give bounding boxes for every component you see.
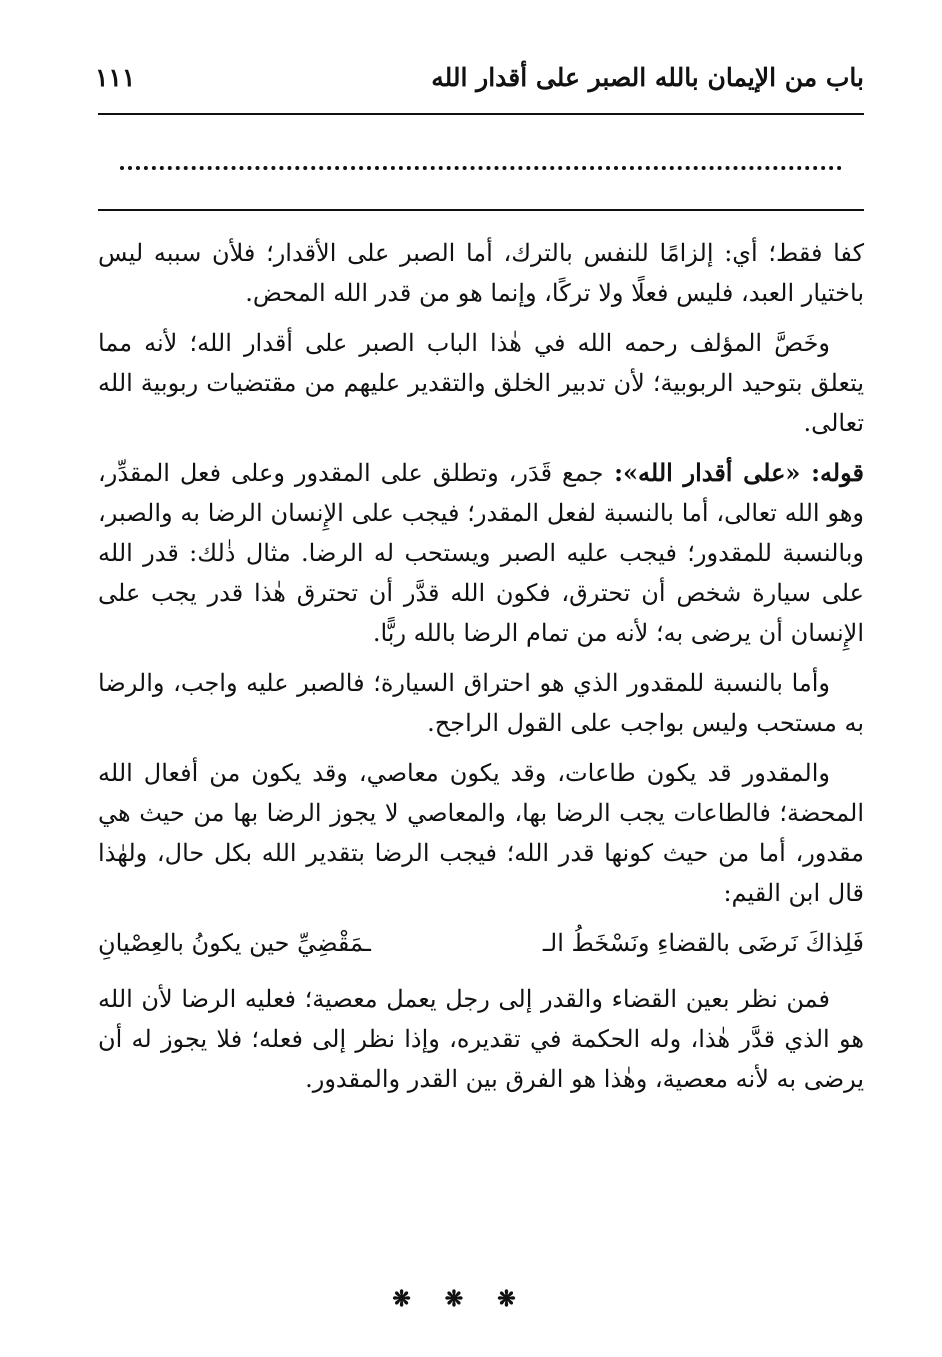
paragraph-6: فمن نظر بعين القضاء والقدر إلى رجل يعمل معصية؛ فعليه الرضا لأن الله هو الذي قدَّر هٰذا، وله الحكمة في تقديره، وإذا نظر إلى فعله؛ فلا يجوز له أن يرضى به لأنه معصية، وهٰذا هو الفرق بين القدر والمقدور. — [98, 985, 864, 1093]
page-header — [95, 58, 864, 98]
body-text — [98, 233, 864, 1109]
paragraph-3-text: جمع قَدَر، وتطلق على المقدور وعلى فعل المقدِّر، وهو الله تعالى، أما بالنسبة لفعل المقدر؛ فيجب على الإِنسان الرضا به والصبر، وبالنسبة للمقدور؛ فيجب عليه الصبر ويستحب له الرضا. مثال ذٰلك: قدر الله على سيارة شخص أن تحترق، فكون الله قدَّر أن تحترق هٰذا قدر يجب على الإِنسان أن يرضى به؛ لأنه من تمام الرضا بالله ربًّا. — [98, 459, 864, 647]
lead-phrase: قوله: «على أقدار الله»: — [603, 458, 864, 487]
verse-first-hemistich: فَلِذاكَ نَرضَى بالقضاءِ ونَسْخَطُ الـ — [542, 929, 864, 957]
header-rule-bottom — [98, 209, 864, 211]
dotted-separator — [120, 166, 842, 170]
paragraph-2: وخَصَّ المؤلف رحمه الله في هٰذا الباب الصبر على أقدار الله؛ لأنه مما يتعلق بتوحيد الربوبية؛ لأن تدبير الخلق والتقدير عليهم من مقتضيات ربوبية الله تعالى. — [98, 329, 864, 437]
verse-second-hemistich: ـمَقْضِيِّ حين يكونُ بالعِصْيانِ — [98, 929, 371, 957]
section-end-ornament: ❋❋❋ — [392, 1286, 550, 1312]
poem-verse — [98, 923, 864, 963]
header-rule-top — [98, 113, 864, 115]
paragraph-5: والمقدور قد يكون طاعات، وقد يكون معاصي، وقد يكون من أفعال الله المحضة؛ فالطاعات يجب الرضا بها، والمعاصي لا يجوز الرضا بها من حيث هي مقدور، أما من حيث كونها قدر الله؛ فيجب الرضا بتقدير الله بكل حال، ولهٰذا قال ابن القيم: — [98, 759, 864, 907]
paragraph-3 — [98, 453, 864, 653]
running-title: باب من الإيمان بالله الصبر على أقدار الله — [431, 63, 864, 92]
page-number: ١١١ — [95, 63, 136, 92]
paragraph-1: كفا فقط؛ أي: إلزامًا للنفس بالترك، أما الصبر على الأقدار؛ فلأن سببه ليس باختيار العبد، فليس فعلًا ولا تركًا، وإنما هو من قدر الله المحض. — [98, 239, 864, 307]
paragraph-4: وأما بالنسبة للمقدور الذي هو احتراق السيارة؛ فالصبر عليه واجب، والرضا به مستحب وليس بواجب على القول الراجح. — [98, 669, 864, 737]
